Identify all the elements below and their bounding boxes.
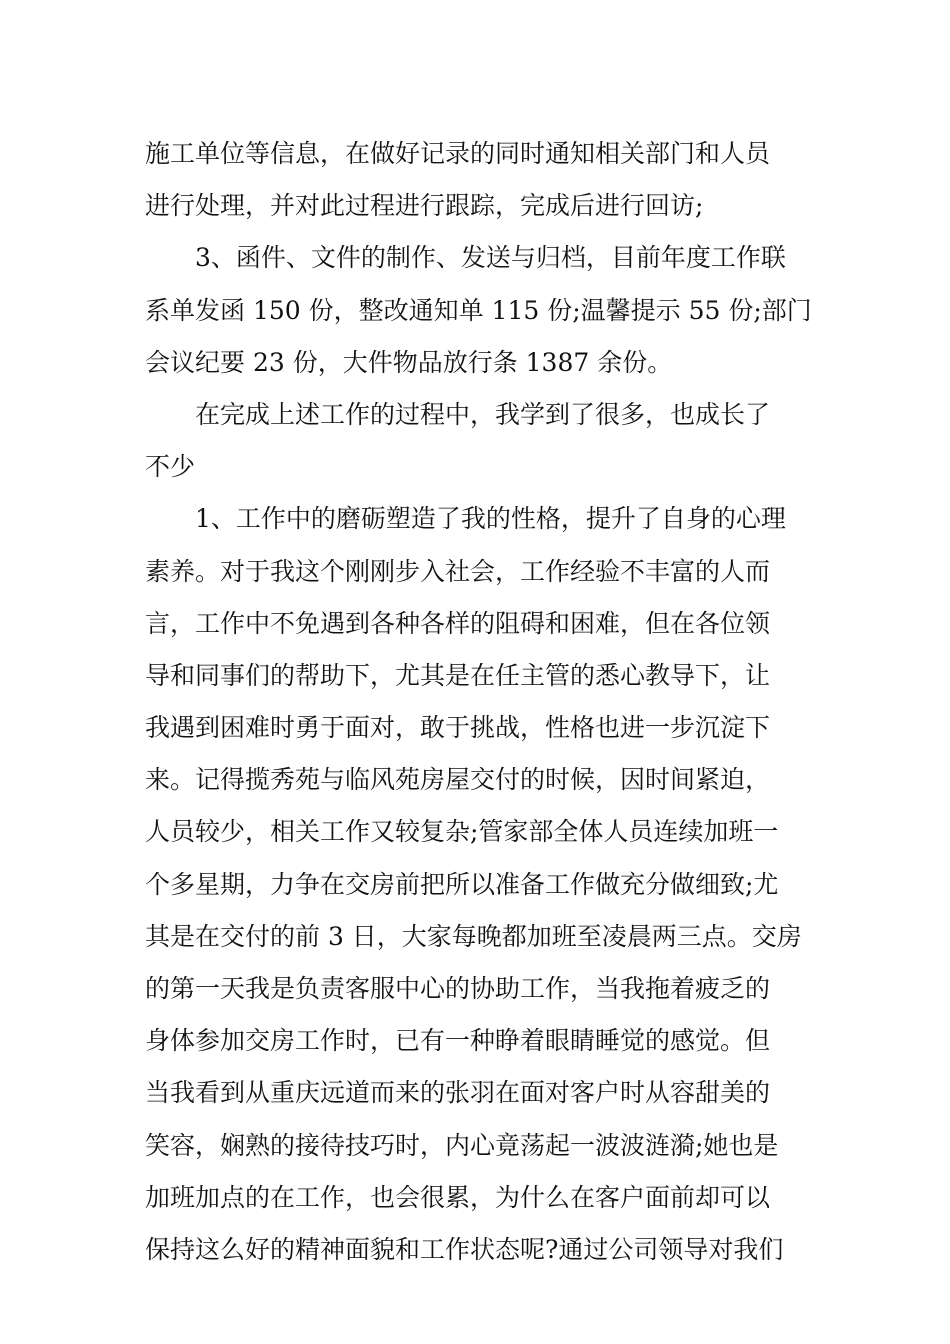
- text-line: 在完成上述工作的过程中，我学到了很多，也成长了: [195, 399, 771, 429]
- text-line: 当我看到从重庆远道而来的张羽在面对客户时从容甜美的: [145, 1078, 771, 1108]
- text-line: 导和同事们的帮助下，尤其是在任主管的悉心教导下，让: [145, 660, 771, 690]
- text-line: 我遇到困难时勇于面对，敢于挑战，性格也进一步沉淀下: [145, 713, 771, 743]
- text-line: 会议纪要 23 份，大件物品放行条 1387 余份。: [145, 347, 673, 377]
- text-line: 身体参加交房工作时，已有一种睁着眼睛睡觉的感觉。但: [145, 1026, 771, 1056]
- text-line: 来。记得揽秀苑与临风苑房屋交付的时候，因时间紧迫，: [145, 765, 771, 795]
- text-line: 保持这么好的精神面貌和工作状态呢?通过公司领导对我们: [145, 1234, 784, 1264]
- document-body: [145, 128, 810, 1276]
- text-line: 进行处理，并对此过程进行跟踪，完成后进行回访;: [145, 191, 704, 221]
- text-line: 人员较少，相关工作又较复杂;管家部全体人员连续加班一: [145, 817, 779, 847]
- text-line: 不少: [145, 452, 196, 482]
- text-line: 言，工作中不免遇到各种各样的阻碍和困难，但在各位领: [145, 608, 771, 638]
- text-line: 个多星期，力争在交房前把所以准备工作做充分做细致;尤: [145, 869, 779, 899]
- text-line: 3、函件、文件的制作、发送与归档，目前年度工作联: [195, 243, 786, 273]
- text-line: 系单发函 150 份，整改通知单 115 份;温馨提示 55 份;部门: [145, 295, 812, 325]
- text-line: 施工单位等信息，在做好记录的同时通知相关部门和人员: [145, 139, 771, 168]
- text-line: 笑容，娴熟的接待技巧时，内心竟荡起一波波涟漪;她也是: [145, 1130, 779, 1160]
- text-line: 的第一天我是负责客服中心的协助工作，当我拖着疲乏的: [145, 974, 771, 1003]
- text-line: 1、工作中的磨砺塑造了我的性格，提升了自身的心理: [195, 504, 786, 534]
- text-line: 加班加点的在工作，也会很累，为什么在客户面前却可以: [145, 1182, 771, 1212]
- text-line: 其是在交付的前 3 日，大家每晚都加班至凌晨两三点。交房: [145, 921, 802, 951]
- text-line: 素养。对于我这个刚刚步入社会，工作经验不丰富的人而: [145, 556, 771, 586]
